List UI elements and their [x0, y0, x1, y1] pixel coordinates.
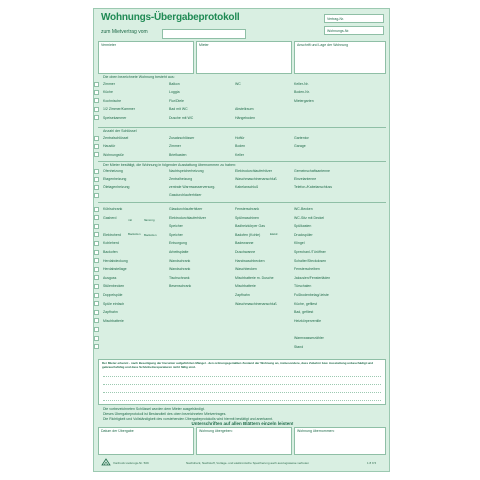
- field-label: Stülenbecken: [103, 284, 125, 289]
- note-contract: Dieses Übergabeprotokoll ist Bestandteil des oben bezeichneten Mietvertrages.: [103, 412, 227, 416]
- landlord-field[interactable]: Vermieter: [98, 41, 194, 74]
- checkbox[interactable]: [94, 344, 99, 349]
- checkbox[interactable]: [94, 136, 99, 141]
- checkbox[interactable]: [94, 336, 99, 341]
- field-label: Kochnische: [103, 98, 122, 103]
- checkbox[interactable]: [94, 207, 99, 212]
- checkbox[interactable]: [94, 193, 99, 198]
- field-label: Duschwanne: [235, 250, 256, 254]
- remarks-line[interactable]: [103, 392, 381, 393]
- checkbox[interactable]: [94, 327, 99, 332]
- field-label: Badewanne: [235, 241, 254, 246]
- checkbox[interactable]: [94, 152, 99, 157]
- field-label: Balkon: [169, 82, 180, 86]
- handed-over-signature-field[interactable]: Wohnung übergeben:: [196, 427, 292, 455]
- inline-option-label: Backofen: [144, 233, 157, 237]
- field-label: Hängeboden: [235, 115, 256, 120]
- field-label: Speisekammer: [103, 115, 127, 120]
- page-code: 1 8 9 5: [367, 461, 377, 465]
- field-label: Türschalen: [294, 284, 312, 289]
- field-label: Klingel: [294, 241, 305, 246]
- field-label: Warmwasserzähler: [294, 336, 324, 340]
- field-label: Zentralheizung: [169, 177, 193, 181]
- remarks-statement: Der Mieter erkennt - nach Beseitigung der hierunter aufgeführten Mängel - den ordnungsgemäßen Zustand der Wohnung an, insbesondere, dass Zubehör bzw. Ausstattung unbeschädigt und gebrauchsfähig und dass Schönheitsreparaturen nicht fällig sind.: [102, 361, 374, 369]
- field-label: Badofen (Kohle): [235, 232, 261, 237]
- field-label: Zentralschlüssel: [103, 136, 129, 140]
- copyright-notice: Nachdruck, Nachstoff, Vorlage- und elektronische Speicherung auch auszugsweise verboten: [186, 461, 310, 465]
- publisher-logo-icon: [101, 458, 111, 466]
- field-label: Speicher: [169, 224, 183, 229]
- field-label: Jalousien/Fensterläden: [294, 275, 331, 280]
- field-label: Öletagenheizung: [103, 185, 130, 189]
- keys-heading: Anzahl der Schlüssel: [103, 129, 137, 133]
- field-label: WC-Sitz mit Deckel: [294, 215, 325, 220]
- field-label: Wandschrank: [169, 258, 191, 263]
- contract-number-field[interactable]: Vertrag-Nr.: [324, 14, 384, 23]
- field-label: Mischbatterie: [103, 318, 124, 323]
- field-label: Abstellraum: [235, 107, 254, 112]
- rooms-heading: Die oben bezeichnete Wohnung besteht aus:: [103, 75, 175, 79]
- tenant-field[interactable]: Mieter: [196, 41, 292, 74]
- field-label: Briefkasten: [169, 152, 187, 157]
- field-label: Heizkörperventile: [294, 318, 322, 323]
- address-field[interactable]: Anschrift und Lage der Wohnung: [294, 41, 386, 74]
- field-label: Wohnungstür: [103, 152, 124, 157]
- field-label: Keller-Nr.: [294, 82, 309, 86]
- checkbox[interactable]: [94, 310, 99, 315]
- field-label: Boden-Nr.: [294, 90, 310, 95]
- field-label: Doppelspüle: [103, 293, 123, 297]
- field-label: Kühlschrank: [103, 207, 123, 211]
- checkbox[interactable]: [94, 318, 99, 323]
- field-label: Küche: [103, 90, 113, 95]
- field-label: Handwaschbecken: [235, 258, 265, 263]
- field-label: Zimmer: [169, 144, 181, 149]
- field-label: Gasherd: [103, 215, 117, 220]
- field-label: Schalter/Steckdosen: [294, 258, 327, 263]
- field-label: Ofenheizung: [103, 169, 123, 173]
- checkbox[interactable]: [94, 107, 99, 112]
- field-label: Sprechanl./Türöffner: [294, 250, 326, 254]
- field-label: Speicher: [169, 232, 183, 237]
- subtitle-label: zum Mietvertrag vom: [101, 29, 148, 35]
- field-label: Nachtspeicherheizung: [169, 169, 204, 173]
- field-label: Keller: [235, 152, 244, 157]
- field-label: Arbeitsplatte: [169, 250, 189, 254]
- field-label: Bad mit WC: [169, 107, 188, 112]
- inline-option-label: flammig: [144, 218, 155, 222]
- field-label: Telefon-/Kabelanschluss: [294, 185, 332, 189]
- checkbox[interactable]: [94, 82, 99, 87]
- field-label: WC-Becken: [294, 207, 313, 211]
- divider: [98, 127, 386, 128]
- checkbox[interactable]: [94, 177, 99, 182]
- field-label: Mietergarten: [294, 98, 314, 103]
- signatures-title: Unterschriften auf allen Blättern einzeln leisten!: [191, 421, 294, 426]
- field-label: Haustür: [103, 144, 116, 149]
- remarks-line[interactable]: [103, 376, 381, 377]
- field-label: Zapfhahn: [235, 293, 250, 297]
- field-label: Waschmaschinenanschluß: [235, 177, 277, 181]
- checkbox[interactable]: [94, 224, 99, 229]
- note-confirm: Die Richtigkeit und Vollständigkeit des vorstehenden Übergabeprotokolls wird hiermit bestätigt und anerkannt.: [103, 417, 274, 421]
- field-label: Mischbatterie: [235, 284, 256, 289]
- field-label: Elektrodurchlauferhitzer: [169, 215, 206, 220]
- field-label: zentrale Warmwasserversorg.: [169, 185, 216, 189]
- field-label: Dusche mit WC: [169, 115, 194, 120]
- field-label: Zapfhahn: [103, 310, 118, 315]
- remarks-line[interactable]: [103, 400, 381, 401]
- field-label: Waschbecken: [235, 267, 257, 272]
- field-label: Elektroherd: [103, 232, 121, 237]
- field-label: Besenschrank: [169, 284, 192, 289]
- remarks-line[interactable]: [103, 384, 381, 385]
- field-label: Einzelantenne: [294, 177, 317, 181]
- field-label: Zusatzschlösser: [169, 136, 195, 140]
- inline-option-label: Backofen: [128, 232, 141, 236]
- checkbox[interactable]: [94, 258, 99, 263]
- field-label: Herdabstellage: [103, 267, 127, 272]
- field-label: WC: [235, 82, 241, 86]
- checkbox[interactable]: [94, 144, 99, 149]
- protocol-form: [93, 8, 390, 472]
- checkbox[interactable]: [94, 215, 99, 220]
- field-label: Entsorgung: [169, 241, 187, 246]
- field-label: Flur/Diele: [169, 98, 184, 103]
- field-label: Fensterscheiben: [294, 267, 320, 272]
- divider: [98, 202, 386, 203]
- field-label: 1/2 Zimmer/Kammer: [103, 107, 135, 112]
- field-label: Gasdurchlauferhitzer: [169, 193, 202, 197]
- inline-option-label: mit: [128, 218, 132, 222]
- field-label: Ausguss: [103, 275, 117, 280]
- checkbox[interactable]: [94, 250, 99, 255]
- note-keys: Die vorbezeichneten Schlüssel wurden dem Mieter ausgehändigt.: [103, 407, 205, 411]
- checkbox[interactable]: [94, 185, 99, 190]
- apartment-number-field[interactable]: Wohnungs-Nr.: [324, 26, 384, 35]
- field-label: Loggia: [169, 90, 180, 95]
- field-label: Spüle einfach: [103, 301, 125, 306]
- checkbox[interactable]: [94, 267, 99, 272]
- checkbox[interactable]: [94, 169, 99, 174]
- field-label: Boden: [235, 144, 246, 149]
- field-label: Küche, gefliest: [294, 301, 317, 306]
- field-label: Gartentor: [294, 136, 309, 140]
- field-label: Herdabdeckung: [103, 258, 128, 263]
- field-label: Backofen: [103, 250, 118, 254]
- field-label: Garage: [294, 144, 306, 149]
- field-label: Fensterschrank: [235, 207, 260, 211]
- field-label: Fußbodenbelag/-leiste: [294, 293, 329, 297]
- taken-over-signature-field[interactable]: Wohnung übernommen:: [294, 427, 386, 455]
- field-label: Mischbatterie m. Dusche: [235, 275, 274, 280]
- checkbox[interactable]: [94, 293, 99, 298]
- checkbox[interactable]: [94, 232, 99, 237]
- field-label: Tischschrank: [169, 275, 190, 280]
- field-label: Elektrodurchlauferhitzer: [235, 169, 272, 173]
- checkbox[interactable]: [94, 275, 99, 280]
- field-label: Waschmaschinenanschluß: [235, 301, 277, 306]
- checkbox[interactable]: [94, 241, 99, 246]
- field-label: Spülmaschinen: [235, 215, 259, 220]
- checkbox[interactable]: [94, 284, 99, 289]
- field-label: Gemeinschaftsantenne: [294, 169, 330, 173]
- remarks-box[interactable]: [98, 359, 386, 405]
- checkbox[interactable]: [94, 115, 99, 120]
- field-label: Hoftür: [235, 136, 245, 140]
- field-label: Wandschrank: [169, 267, 191, 272]
- field-label: Etagenheizung: [103, 177, 127, 181]
- field-label: Druckspüler: [294, 232, 313, 237]
- field-label: Zimmer: [103, 82, 115, 86]
- form-number: Vordruck Lieferugs-Nr. 509: [113, 461, 149, 465]
- handover-date-field[interactable]: Datum der Übergabe: [98, 427, 194, 455]
- inline-option-label: Elektr.: [270, 232, 279, 236]
- field-label: Kabelanschluß: [235, 185, 259, 189]
- divider: [98, 161, 386, 162]
- checkbox[interactable]: [94, 90, 99, 95]
- checkbox[interactable]: [94, 98, 99, 103]
- contract-date-field[interactable]: [162, 29, 246, 39]
- field-label: Kohleherd: [103, 241, 119, 246]
- field-label: Badheizkörper Gas: [235, 224, 265, 229]
- field-label: Glasdurchlauferhitzer: [169, 207, 203, 211]
- field-label: Bad, gefliest: [294, 310, 314, 315]
- field-label: Stand: [294, 344, 304, 349]
- checkbox[interactable]: [94, 301, 99, 306]
- field-label: Spülkasten: [294, 224, 312, 229]
- form-title: Wohnungs-Übergabeprotokoll: [101, 12, 240, 23]
- equipment-heading: Der Mieter bestätigt, die Wohnung in folgender Ausstattung übernommen zu haben:: [103, 163, 236, 167]
